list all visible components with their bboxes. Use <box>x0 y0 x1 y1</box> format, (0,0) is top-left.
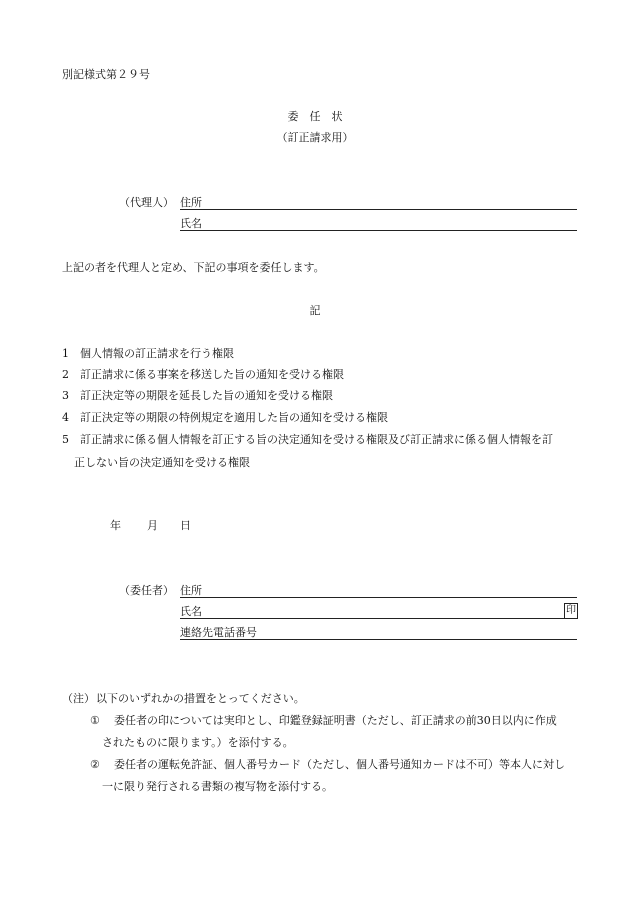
list-item-number: 2 <box>62 368 69 381</box>
form-number: 別記様式第２９号 <box>62 68 150 81</box>
note-mark: ① <box>90 714 100 727</box>
principal-name-field[interactable] <box>180 618 577 619</box>
date-year: 年 <box>110 519 121 532</box>
principal-address-field[interactable] <box>180 597 577 598</box>
note-text: 委任者の印については実印とし、印鑑登録証明書（ただし、訂正請求の前30日以内に作成 <box>114 714 557 727</box>
list-item-number: 1 <box>62 347 69 360</box>
delegation-statement: 上記の者を代理人と定め、下記の事項を委任します。 <box>62 261 325 274</box>
principal-address-label: 住所 <box>180 584 202 597</box>
principal-role-label: （委任者） <box>119 584 174 597</box>
list-item-number: 3 <box>62 389 69 402</box>
document-title: 委 任 状 <box>287 110 343 123</box>
note-text-continuation: されたものに限ります。）を添付する。 <box>102 736 294 749</box>
notes-intro: 以下のいずれかの措置をとってください。 <box>96 692 305 705</box>
list-item: 個人情報の訂正請求を行う権限 <box>80 347 234 360</box>
seal-mark: 印 <box>564 603 578 619</box>
agent-name-label: 氏名 <box>180 217 202 230</box>
principal-phone-field[interactable] <box>180 639 577 640</box>
note-text-continuation: 一に限り発行される書類の複写物を添付する。 <box>102 780 333 793</box>
note-text: 委任者の運転免許証、個人番号カード（ただし、個人番号通知カードは不可）等本人に対し <box>114 758 565 771</box>
agent-address-label: 住所 <box>180 196 202 209</box>
list-item-continuation: 正しない旨の決定通知を受ける権限 <box>74 456 250 469</box>
list-item: 訂正請求に係る個人情報を訂正する旨の決定通知を受ける権限及び訂正請求に係る個人情報を訂 <box>80 433 553 446</box>
list-item: 訂正決定等の期限の特例規定を適用した旨の通知を受ける権限 <box>80 411 388 424</box>
list-item: 訂正決定等の期限を延長した旨の通知を受ける権限 <box>80 389 333 402</box>
agent-address-field[interactable] <box>180 209 577 210</box>
agent-role-label: （代理人） <box>119 196 174 209</box>
ki-heading: 記 <box>309 304 321 317</box>
date-month: 月 <box>147 519 158 532</box>
notes-label: （注） <box>62 692 95 705</box>
list-item-number: 4 <box>62 411 69 424</box>
principal-name-label: 氏名 <box>180 605 202 618</box>
date-day: 日 <box>180 519 191 532</box>
principal-phone-label: 連絡先電話番号 <box>180 626 257 639</box>
list-item-number: 5 <box>62 433 69 446</box>
agent-name-field[interactable] <box>180 230 577 231</box>
note-mark: ② <box>90 758 100 771</box>
document-subtitle: （訂正請求用） <box>276 131 354 144</box>
list-item: 訂正請求に係る事案を移送した旨の通知を受ける権限 <box>80 368 344 381</box>
